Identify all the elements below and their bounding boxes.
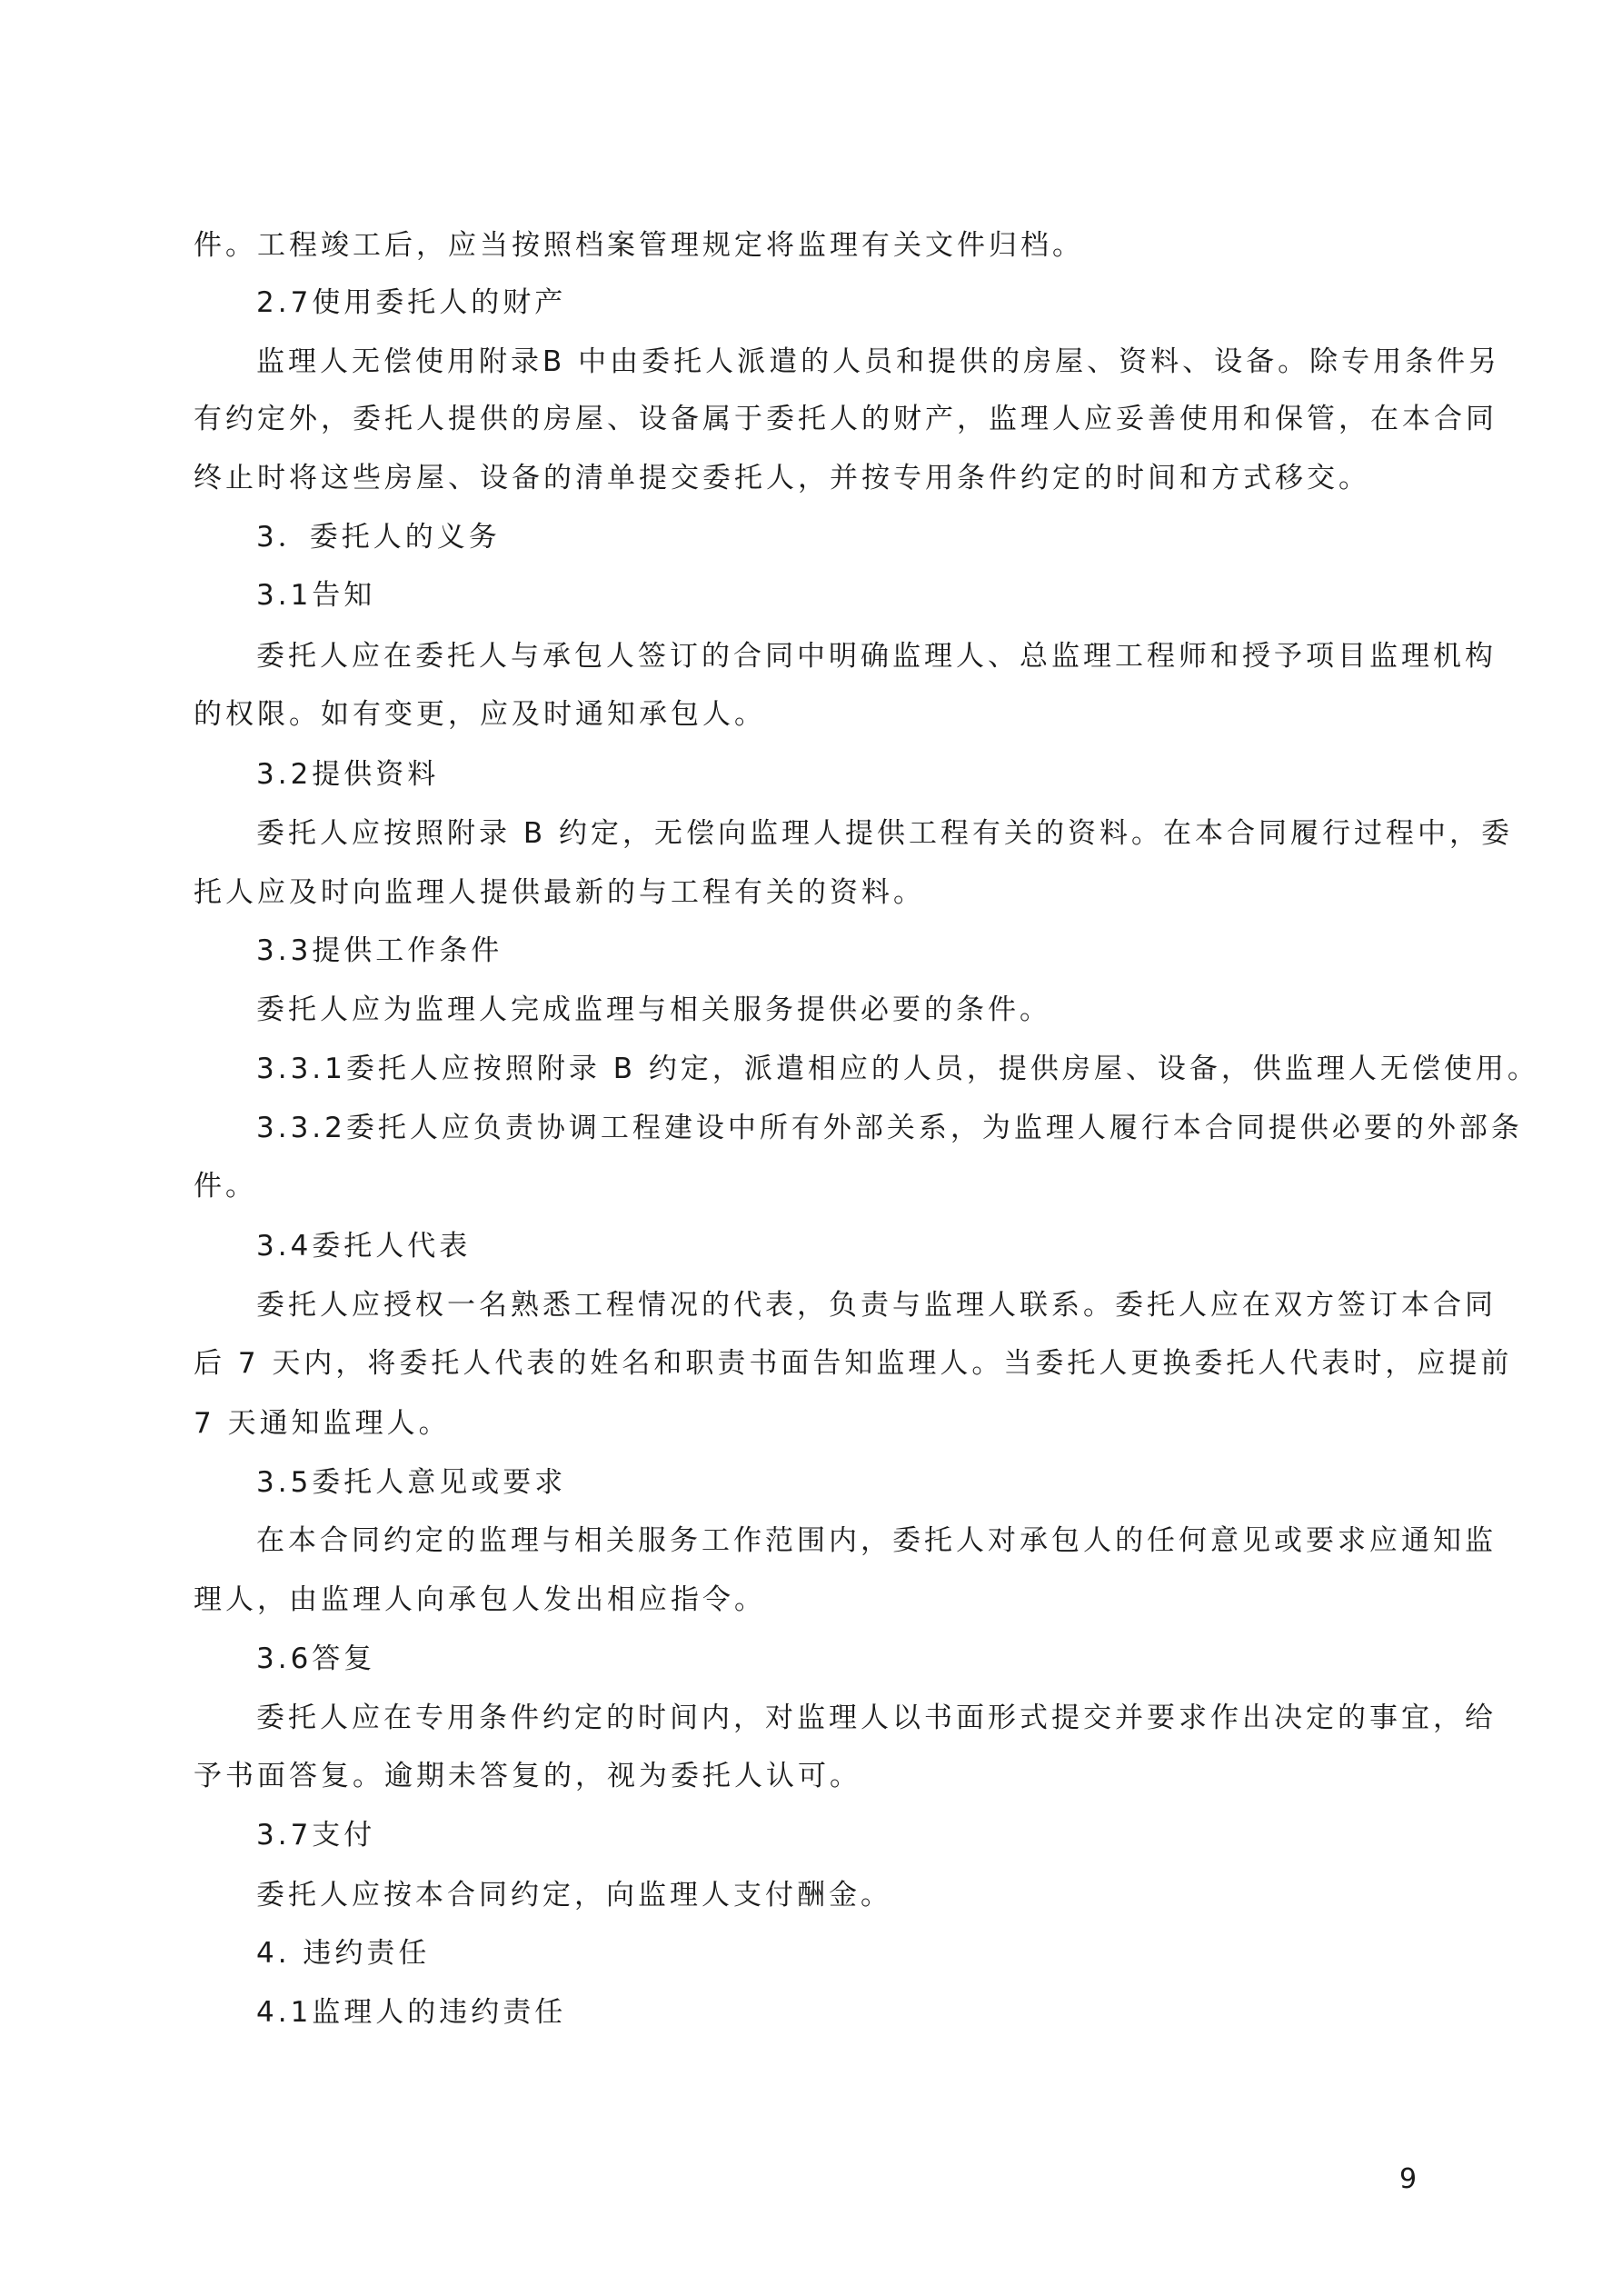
section-heading: 2.7使用委托人的财产 bbox=[256, 286, 567, 319]
section-heading: 3．委托人的义务 bbox=[256, 521, 501, 554]
section-heading: 3.1告知 bbox=[256, 579, 376, 612]
section-heading: 4. 违约责任 bbox=[256, 1937, 431, 1970]
body-text-line: 委托人应按照附录 B 约定，无偿向监理人提供工程有关的资料。在本合同履行过程中，委 bbox=[256, 817, 1513, 850]
body-text-line: 有约定外，委托人提供的房屋、设备属于委托人的财产，监理人应妥善使用和保管，在本合同 bbox=[194, 403, 1498, 435]
section-heading: 3.3提供工作条件 bbox=[256, 934, 503, 967]
body-text-line: 委托人应按本合同约定，向监理人支付酬金。 bbox=[256, 1879, 892, 1912]
body-text-line: 监理人无偿使用附录B 中由委托人派遣的人员和提供的房屋、资料、设备。除专用条件另 bbox=[256, 345, 1501, 378]
section-heading: 3.2提供资料 bbox=[256, 758, 440, 791]
body-text-line: 理人，由监理人向承包人发出相应指令。 bbox=[194, 1583, 766, 1616]
page-number: 9 bbox=[1399, 2163, 1418, 2195]
body-text-line: 7 天通知监理人。 bbox=[194, 1407, 451, 1440]
body-text-line: 的权限。如有变更，应及时通知承包人。 bbox=[194, 698, 766, 731]
section-heading: 3.5委托人意见或要求 bbox=[256, 1466, 567, 1499]
body-text-line: 托人应及时向监理人提供最新的与工程有关的资料。 bbox=[194, 876, 925, 909]
body-text-line: 终止时将这些房屋、设备的清单提交委托人，并按专用条件约定的时间和方式移交。 bbox=[194, 462, 1370, 494]
body-text-line: 件。 bbox=[194, 1170, 257, 1203]
section-heading: 4.1监理人的违约责任 bbox=[256, 1996, 567, 2029]
body-text-line: 委托人应在委托人与承包人签订的合同中明确监理人、总监理工程师和授予项目监理机构 bbox=[256, 640, 1497, 673]
body-text-line: 在本合同约定的监理与相关服务工作范围内，委托人对承包人的任何意见或要求应通知监 bbox=[256, 1524, 1497, 1557]
body-text-line: 委托人应在专用条件约定的时间内，对监理人以书面形式提交并要求作出决定的事宜，给 bbox=[256, 1702, 1497, 1734]
section-heading: 3.7支付 bbox=[256, 1819, 376, 1852]
section-heading: 3.4委托人代表 bbox=[256, 1230, 472, 1263]
body-text-line: 后 7 天内，将委托人代表的姓名和职责书面告知监理人。当委托人更换委托人代表时，应提前 bbox=[194, 1347, 1513, 1380]
body-text-line: 委托人应授权一名熟悉工程情况的代表，负责与监理人联系。委托人应在双方签订本合同 bbox=[256, 1289, 1497, 1322]
body-text-line: 予书面答复。逾期未答复的，视为委托人认可。 bbox=[194, 1760, 861, 1792]
body-text-line: 件。工程竣工后，应当按照档案管理规定将监理有关文件归档。 bbox=[194, 229, 1084, 262]
body-text-line: 委托人应为监理人完成监理与相关服务提供必要的条件。 bbox=[256, 993, 1051, 1026]
body-text-line: 3.3.2委托人应负责协调工程建设中所有外部关系，为监理人履行本合同提供必要的外部条 bbox=[256, 1112, 1523, 1144]
section-heading: 3.6答复 bbox=[256, 1642, 376, 1675]
body-text-line: 3.3.1委托人应按照附录 B 约定，派遣相应的人员，提供房屋、设备，供监理人无偿使用。 bbox=[256, 1053, 1539, 1085]
